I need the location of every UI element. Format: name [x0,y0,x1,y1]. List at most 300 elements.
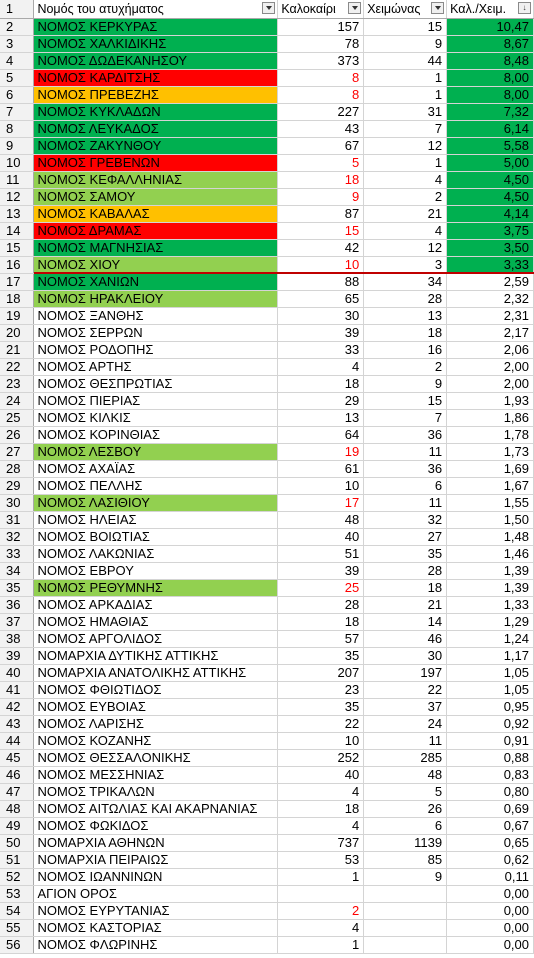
cell-winter-count[interactable]: 6 [364,477,447,494]
cell-winter-count[interactable]: 2 [364,358,447,375]
cell-prefecture-name[interactable]: ΝΟΜΟΣ ΜΑΓΝΗΣΙΑΣ [34,239,278,256]
cell-prefecture-name[interactable]: ΝΟΜΟΣ ΤΡΙΚΑΛΩΝ [34,783,278,800]
row-number[interactable]: 37 [0,613,34,630]
table-row [0,86,534,103]
row-number[interactable]: 23 [0,375,34,392]
cell-ratio[interactable]: 1,73 [447,443,534,460]
cell-ratio[interactable]: 2,59 [447,273,534,290]
row-number[interactable]: 26 [0,426,34,443]
cell-summer-count[interactable]: 737 [278,834,364,851]
cell-winter-count[interactable]: 15 [364,18,447,35]
table-row [0,494,534,511]
cell-summer-count[interactable]: 78 [278,35,364,52]
cell-ratio[interactable]: 1,46 [447,545,534,562]
cell-ratio[interactable]: 0,11 [447,868,534,885]
cell-ratio[interactable]: 0,00 [447,919,534,936]
row-number[interactable]: 17 [0,273,34,290]
row-number[interactable]: 19 [0,307,34,324]
cell-prefecture-name[interactable]: ΝΟΜΟΣ ΘΕΣΣΑΛΟΝΙΚΗΣ [34,749,278,766]
cell-winter-count[interactable]: 14 [364,613,447,630]
table-row [0,664,534,681]
cell-summer-count[interactable]: 28 [278,596,364,613]
cell-summer-count[interactable]: 35 [278,698,364,715]
row-number[interactable]: 47 [0,783,34,800]
table-row [0,341,534,358]
row-number[interactable]: 24 [0,392,34,409]
cell-ratio[interactable]: 4,14 [447,205,534,222]
cell-winter-count[interactable]: 44 [364,52,447,69]
cell-winter-count[interactable]: 12 [364,137,447,154]
cell-ratio[interactable]: 1,55 [447,494,534,511]
row-number[interactable]: 5 [0,69,34,86]
row-number[interactable]: 3 [0,35,34,52]
cell-ratio[interactable]: 1,86 [447,409,534,426]
cell-summer-count[interactable]: 10 [278,477,364,494]
row-number[interactable]: 9 [0,137,34,154]
cell-winter-count[interactable]: 7 [364,409,447,426]
cell-prefecture-name[interactable]: ΝΟΜΟΣ ΔΩΔΕΚΑΝΗΣΟΥ [34,52,278,69]
cell-summer-count[interactable]: 1 [278,936,364,953]
cell-ratio[interactable]: 0,95 [447,698,534,715]
cell-prefecture-name[interactable]: ΝΟΜΟΣ ΞΑΝΘΗΣ [34,307,278,324]
cell-summer-count[interactable]: 67 [278,137,364,154]
cell-ratio[interactable]: 2,31 [447,307,534,324]
cell-winter-count[interactable]: 285 [364,749,447,766]
cell-winter-count[interactable]: 11 [364,732,447,749]
cell-winter-count[interactable]: 6 [364,817,447,834]
cell-summer-count[interactable]: 30 [278,307,364,324]
row-number[interactable]: 7 [0,103,34,120]
filter-dropdown-icon[interactable] [262,2,275,14]
cell-winter-count[interactable]: 48 [364,766,447,783]
cell-winter-count[interactable]: 31 [364,103,447,120]
table-row [0,834,534,851]
cell-winter-count[interactable]: 34 [364,273,447,290]
cell-ratio[interactable]: 1,33 [447,596,534,613]
cell-summer-count[interactable]: 39 [278,324,364,341]
cell-ratio[interactable]: 1,78 [447,426,534,443]
cell-ratio[interactable]: 5,58 [447,137,534,154]
table-row [0,35,534,52]
row-number[interactable]: 29 [0,477,34,494]
row-number[interactable]: 52 [0,868,34,885]
cell-ratio[interactable]: 1,39 [447,562,534,579]
cell-ratio[interactable]: 0,67 [447,817,534,834]
cell-winter-count[interactable]: 9 [364,375,447,392]
cell-winter-count[interactable]: 26 [364,800,447,817]
row-number[interactable]: 25 [0,409,34,426]
cell-prefecture-name[interactable]: ΝΟΜΟΣ ΚΕΡΚΥΡΑΣ [34,18,278,35]
cell-summer-count[interactable]: 42 [278,239,364,256]
column-header-winter[interactable] [364,0,447,18]
cell-prefecture-name[interactable]: ΝΟΜΟΣ ΦΛΩΡΙΝΗΣ [34,936,278,953]
table-row [0,885,534,902]
cell-prefecture-name[interactable]: ΝΟΜΟΣ ΜΕΣΣΗΝΙΑΣ [34,766,278,783]
row-number[interactable]: 54 [0,902,34,919]
cell-winter-count[interactable]: 12 [364,239,447,256]
sort-descending-filter-icon[interactable]: ↓ [518,2,531,14]
cell-summer-count[interactable]: 29 [278,392,364,409]
row-number[interactable]: 21 [0,341,34,358]
row-number[interactable]: 4 [0,52,34,69]
row-number[interactable]: 42 [0,698,34,715]
cell-winter-count[interactable]: 28 [364,562,447,579]
cell-ratio[interactable]: 0,00 [447,902,534,919]
cell-prefecture-name[interactable]: ΝΟΜΑΡΧΙΑ ΑΘΗΝΩΝ [34,834,278,851]
cell-prefecture-name[interactable]: ΝΟΜΟΣ ΚΕΦΑΛΛΗΝΙΑΣ [34,171,278,188]
row-number[interactable]: 14 [0,222,34,239]
row-number[interactable]: 45 [0,749,34,766]
column-header-ratio[interactable] [447,0,534,18]
cell-winter-count[interactable]: 3 [364,256,447,273]
cell-winter-count[interactable]: 24 [364,715,447,732]
cell-winter-count[interactable]: 22 [364,681,447,698]
cell-summer-count[interactable]: 8 [278,69,364,86]
cell-prefecture-name[interactable]: ΝΟΜΟΣ ΕΒΡΟΥ [34,562,278,579]
cell-winter-count[interactable]: 35 [364,545,447,562]
cell-ratio[interactable]: 2,06 [447,341,534,358]
cell-summer-count[interactable]: 4 [278,358,364,375]
cell-ratio[interactable]: 0,80 [447,783,534,800]
cell-prefecture-name[interactable]: ΝΟΜΟΣ ΑΧΑΪΑΣ [34,460,278,477]
cell-prefecture-name[interactable]: ΝΟΜΟΣ ΡΕΘΥΜΝΗΣ [34,579,278,596]
cell-prefecture-name[interactable]: ΝΟΜΟΣ ΑΡΤΗΣ [34,358,278,375]
cell-ratio[interactable]: 6,14 [447,120,534,137]
cell-prefecture-name[interactable]: ΝΟΜΟΣ ΛΑΚΩΝΙΑΣ [34,545,278,562]
cell-winter-count[interactable] [364,885,447,902]
cell-prefecture-name[interactable]: ΝΟΜΟΣ ΚΟΖΑΝΗΣ [34,732,278,749]
cell-prefecture-name[interactable]: ΝΟΜΟΣ ΚΥΚΛΑΔΩΝ [34,103,278,120]
cell-summer-count[interactable]: 23 [278,681,364,698]
cell-prefecture-name[interactable]: ΝΟΜΟΣ ΡΟΔΟΠΗΣ [34,341,278,358]
cell-ratio[interactable]: 0,69 [447,800,534,817]
cell-winter-count[interactable]: 7 [364,120,447,137]
cell-winter-count[interactable]: 16 [364,341,447,358]
cell-summer-count[interactable]: 13 [278,409,364,426]
cell-ratio[interactable]: 1,05 [447,681,534,698]
cell-summer-count[interactable]: 4 [278,919,364,936]
cell-prefecture-name[interactable]: ΝΟΜΟΣ ΚΑΒΑΛΑΣ [34,205,278,222]
cell-ratio[interactable]: 1,48 [447,528,534,545]
row-number[interactable]: 18 [0,290,34,307]
cell-summer-count[interactable]: 61 [278,460,364,477]
cell-ratio[interactable]: 7,32 [447,103,534,120]
cell-ratio[interactable]: 10,47 [447,18,534,35]
cell-summer-count[interactable]: 53 [278,851,364,868]
cell-ratio[interactable]: 1,05 [447,664,534,681]
cell-summer-count[interactable]: 8 [278,86,364,103]
cell-ratio[interactable]: 8,67 [447,35,534,52]
cell-winter-count[interactable] [364,902,447,919]
table-row [0,681,534,698]
cell-winter-count[interactable]: 5 [364,783,447,800]
cell-winter-count[interactable]: 28 [364,290,447,307]
cell-winter-count[interactable] [364,936,447,953]
cell-winter-count[interactable]: 2 [364,188,447,205]
cell-prefecture-name[interactable]: ΝΟΜΟΣ ΖΑΚΥΝΘΟΥ [34,137,278,154]
cell-ratio[interactable]: 8,48 [447,52,534,69]
row-number[interactable]: 44 [0,732,34,749]
row-number[interactable]: 11 [0,171,34,188]
cell-ratio[interactable]: 0,62 [447,851,534,868]
cell-prefecture-name[interactable]: ΝΟΜΟΣ ΗΡΑΚΛΕΙΟΥ [34,290,278,307]
cell-summer-count[interactable]: 40 [278,766,364,783]
cell-ratio[interactable]: 1,69 [447,460,534,477]
table-row [0,103,534,120]
cell-summer-count[interactable]: 39 [278,562,364,579]
row-number[interactable]: 36 [0,596,34,613]
cell-ratio[interactable]: 1,17 [447,647,534,664]
cell-winter-count[interactable] [364,919,447,936]
cell-ratio[interactable]: 4,50 [447,171,534,188]
row-number[interactable]: 22 [0,358,34,375]
cell-ratio[interactable]: 2,17 [447,324,534,341]
cell-summer-count[interactable]: 18 [278,800,364,817]
row-number[interactable]: 2 [0,18,34,35]
row-number[interactable]: 31 [0,511,34,528]
column-header-summer[interactable] [278,0,364,18]
cell-winter-count[interactable]: 15 [364,392,447,409]
cell-summer-count[interactable]: 15 [278,222,364,239]
cell-prefecture-name[interactable]: ΝΟΜΟΣ ΠΡΕΒΕΖΗΣ [34,86,278,103]
cell-summer-count[interactable] [278,885,364,902]
cell-summer-count[interactable]: 87 [278,205,364,222]
cell-prefecture-name[interactable]: ΝΟΜΟΣ ΙΩΑΝΝΙΝΩΝ [34,868,278,885]
cell-summer-count[interactable]: 227 [278,103,364,120]
table-row [0,919,534,936]
cell-prefecture-name[interactable]: ΝΟΜΟΣ ΕΥΡΥΤΑΝΙΑΣ [34,902,278,919]
cell-prefecture-name[interactable]: ΝΟΜΟΣ ΓΡΕΒΕΝΩΝ [34,154,278,171]
cell-summer-count[interactable]: 57 [278,630,364,647]
cell-prefecture-name[interactable]: ΝΟΜΑΡΧΙΑ ΠΕΙΡΑΙΩΣ [34,851,278,868]
table-row [0,936,534,953]
cell-summer-count[interactable]: 35 [278,647,364,664]
cell-ratio[interactable]: 1,67 [447,477,534,494]
cell-ratio[interactable]: 2,00 [447,358,534,375]
cell-summer-count[interactable]: 19 [278,443,364,460]
table-row [0,426,534,443]
cell-winter-count[interactable]: 197 [364,664,447,681]
filter-dropdown-icon[interactable] [348,2,361,14]
cell-summer-count[interactable]: 1 [278,868,364,885]
cell-summer-count[interactable]: 5 [278,154,364,171]
cell-summer-count[interactable]: 373 [278,52,364,69]
row-number[interactable]: 13 [0,205,34,222]
cell-summer-count[interactable]: 4 [278,783,364,800]
row-number[interactable]: 32 [0,528,34,545]
cell-ratio[interactable]: 8,00 [447,69,534,86]
row-number[interactable]: 27 [0,443,34,460]
cell-summer-count[interactable]: 48 [278,511,364,528]
row-number[interactable]: 43 [0,715,34,732]
cell-ratio[interactable]: 0,00 [447,936,534,953]
row-number[interactable]: 12 [0,188,34,205]
cell-summer-count[interactable]: 2 [278,902,364,919]
cell-prefecture-name[interactable]: ΝΟΜΟΣ ΚΑΣΤΟΡΙΑΣ [34,919,278,936]
cell-prefecture-name[interactable]: ΝΟΜΟΣ ΑΡΓΟΛΙΔΟΣ [34,630,278,647]
cell-winter-count[interactable]: 9 [364,35,447,52]
cell-winter-count[interactable]: 21 [364,596,447,613]
row-number[interactable]: 33 [0,545,34,562]
cell-ratio[interactable]: 1,50 [447,511,534,528]
cell-prefecture-name[interactable]: ΝΟΜΟΣ ΕΥΒΟΙΑΣ [34,698,278,715]
cell-winter-count[interactable]: 18 [364,324,447,341]
cell-ratio[interactable]: 3,33 [447,256,534,273]
cell-winter-count[interactable]: 4 [364,171,447,188]
cell-summer-count[interactable]: 25 [278,579,364,596]
cell-summer-count[interactable]: 18 [278,375,364,392]
cell-summer-count[interactable]: 207 [278,664,364,681]
cell-summer-count[interactable]: 17 [278,494,364,511]
cell-prefecture-name[interactable]: ΝΟΜΟΣ ΠΕΛΛΗΣ [34,477,278,494]
cell-ratio[interactable]: 0,65 [447,834,534,851]
cell-winter-count[interactable]: 18 [364,579,447,596]
cell-ratio[interactable]: 2,32 [447,290,534,307]
row-number[interactable]: 40 [0,664,34,681]
row-number[interactable]: 55 [0,919,34,936]
cell-winter-count[interactable]: 11 [364,494,447,511]
cell-prefecture-name[interactable]: ΝΟΜΟΣ ΑΙΤΩΛΙΑΣ ΚΑΙ ΑΚΑΡΝΑΝΙΑΣ [34,800,278,817]
cell-winter-count[interactable]: 9 [364,868,447,885]
cell-prefecture-name[interactable]: ΝΟΜΟΣ ΘΕΣΠΡΩΤΙΑΣ [34,375,278,392]
cell-ratio[interactable]: 1,24 [447,630,534,647]
cell-winter-count[interactable]: 11 [364,443,447,460]
cell-summer-count[interactable]: 88 [278,273,364,290]
row-number[interactable]: 53 [0,885,34,902]
cell-ratio[interactable]: 3,50 [447,239,534,256]
cell-prefecture-name[interactable]: ΝΟΜΑΡΧΙΑ ΔΥΤΙΚΗΣ ΑΤΤΙΚΗΣ [34,647,278,664]
row-number[interactable]: 8 [0,120,34,137]
column-header-name[interactable] [34,0,278,18]
cell-prefecture-name[interactable]: ΝΟΜΟΣ ΑΡΚΑΔΙΑΣ [34,596,278,613]
cell-prefecture-name[interactable]: ΝΟΜΟΣ ΗΛΕΙΑΣ [34,511,278,528]
cell-summer-count[interactable]: 10 [278,732,364,749]
row-number[interactable]: 10 [0,154,34,171]
cell-winter-count[interactable]: 1 [364,69,447,86]
cell-summer-count[interactable]: 33 [278,341,364,358]
cell-summer-count[interactable]: 22 [278,715,364,732]
cell-summer-count[interactable]: 40 [278,528,364,545]
row-number[interactable]: 15 [0,239,34,256]
row-number[interactable]: 6 [0,86,34,103]
cell-winter-count[interactable]: 13 [364,307,447,324]
cell-prefecture-name[interactable]: ΝΟΜΟΣ ΦΘΙΩΤΙΔΟΣ [34,681,278,698]
cell-prefecture-name[interactable]: ΝΟΜΟΣ ΛΕΥΚΑΔΟΣ [34,120,278,137]
cell-summer-count[interactable]: 9 [278,188,364,205]
cell-ratio[interactable]: 0,91 [447,732,534,749]
cell-prefecture-name[interactable]: ΝΟΜΟΣ ΧΑΛΚΙΔΙΚΗΣ [34,35,278,52]
cell-winter-count[interactable]: 36 [364,460,447,477]
cell-ratio[interactable]: 0,88 [447,749,534,766]
cell-winter-count[interactable]: 4 [364,222,447,239]
cell-prefecture-name[interactable]: ΝΟΜΟΣ ΛΑΣΙΘΙΟΥ [34,494,278,511]
row-number[interactable]: 35 [0,579,34,596]
cell-prefecture-name[interactable]: ΝΟΜΟΣ ΠΙΕΡΙΑΣ [34,392,278,409]
cell-ratio[interactable]: 0,83 [447,766,534,783]
cell-summer-count[interactable]: 18 [278,171,364,188]
cell-prefecture-name[interactable]: ΝΟΜΑΡΧΙΑ ΑΝΑΤΟΛΙΚΗΣ ΑΤΤΙΚΗΣ [34,664,278,681]
row-number[interactable]: 16 [0,256,34,273]
cell-winter-count[interactable]: 36 [364,426,447,443]
cell-winter-count[interactable]: 1 [364,154,447,171]
cell-ratio[interactable]: 0,00 [447,885,534,902]
cell-ratio[interactable]: 2,00 [447,375,534,392]
cell-winter-count[interactable]: 46 [364,630,447,647]
table-row [0,749,534,766]
cell-winter-count[interactable]: 30 [364,647,447,664]
cell-summer-count[interactable]: 51 [278,545,364,562]
cell-prefecture-name[interactable]: ΝΟΜΟΣ ΣΕΡΡΩΝ [34,324,278,341]
cell-prefecture-name[interactable]: ΝΟΜΟΣ ΔΡΑΜΑΣ [34,222,278,239]
cell-prefecture-name[interactable]: ΝΟΜΟΣ ΚΙΛΚΙΣ [34,409,278,426]
cell-ratio[interactable]: 1,93 [447,392,534,409]
cell-prefecture-name[interactable]: ΝΟΜΟΣ ΗΜΑΘΙΑΣ [34,613,278,630]
cell-prefecture-name[interactable]: ΝΟΜΟΣ ΛΑΡΙΣΗΣ [34,715,278,732]
cell-winter-count[interactable]: 27 [364,528,447,545]
cell-summer-count[interactable]: 4 [278,817,364,834]
cell-prefecture-name[interactable]: ΑΓΙΟΝ ΟΡΟΣ [34,885,278,902]
filter-dropdown-icon[interactable] [431,2,444,14]
cell-ratio[interactable]: 0,92 [447,715,534,732]
cell-ratio[interactable]: 5,00 [447,154,534,171]
cell-ratio[interactable]: 4,50 [447,188,534,205]
cell-winter-count[interactable]: 85 [364,851,447,868]
cell-ratio[interactable]: 1,39 [447,579,534,596]
row-number[interactable]: 41 [0,681,34,698]
row-number[interactable]: 28 [0,460,34,477]
cell-prefecture-name[interactable]: ΝΟΜΟΣ ΧΙΟΥ [34,256,278,273]
cell-prefecture-name[interactable]: ΝΟΜΟΣ ΚΟΡΙΝΘΙΑΣ [34,426,278,443]
cell-summer-count[interactable]: 10 [278,256,364,273]
row-number[interactable]: 20 [0,324,34,341]
cell-prefecture-name[interactable]: ΝΟΜΟΣ ΣΑΜΟΥ [34,188,278,205]
row-number[interactable]: 50 [0,834,34,851]
row-number[interactable]: 38 [0,630,34,647]
cell-prefecture-name[interactable]: ΝΟΜΟΣ ΧΑΝΙΩΝ [34,273,278,290]
row-number[interactable]: 48 [0,800,34,817]
row-number[interactable]: 46 [0,766,34,783]
cell-summer-count[interactable]: 65 [278,290,364,307]
cell-prefecture-name[interactable]: ΝΟΜΟΣ ΦΩΚΙΔΟΣ [34,817,278,834]
row-number[interactable]: 56 [0,936,34,953]
cell-winter-count[interactable]: 1139 [364,834,447,851]
cell-winter-count[interactable]: 37 [364,698,447,715]
cell-winter-count[interactable]: 32 [364,511,447,528]
column-header-winter-label: Χειμώνας [367,1,421,16]
cell-summer-count[interactable]: 252 [278,749,364,766]
cell-winter-count[interactable]: 21 [364,205,447,222]
cell-summer-count[interactable]: 18 [278,613,364,630]
table-row [0,205,534,222]
cell-ratio[interactable]: 1,29 [447,613,534,630]
cell-ratio[interactable]: 3,75 [447,222,534,239]
row-number-header[interactable]: 1 [0,0,34,18]
cell-ratio[interactable]: 8,00 [447,86,534,103]
cell-summer-count[interactable]: 64 [278,426,364,443]
cell-winter-count[interactable]: 1 [364,86,447,103]
cell-prefecture-name[interactable]: ΝΟΜΟΣ ΛΕΣΒΟΥ [34,443,278,460]
cell-summer-count[interactable]: 157 [278,18,364,35]
row-number[interactable]: 30 [0,494,34,511]
table-row [0,800,534,817]
row-number[interactable]: 51 [0,851,34,868]
cell-summer-count[interactable]: 43 [278,120,364,137]
row-number[interactable]: 39 [0,647,34,664]
cell-prefecture-name[interactable]: ΝΟΜΟΣ ΚΑΡΔΙΤΣΗΣ [34,69,278,86]
cell-prefecture-name[interactable]: ΝΟΜΟΣ ΒΟΙΩΤΙΑΣ [34,528,278,545]
row-number[interactable]: 49 [0,817,34,834]
row-number[interactable]: 34 [0,562,34,579]
